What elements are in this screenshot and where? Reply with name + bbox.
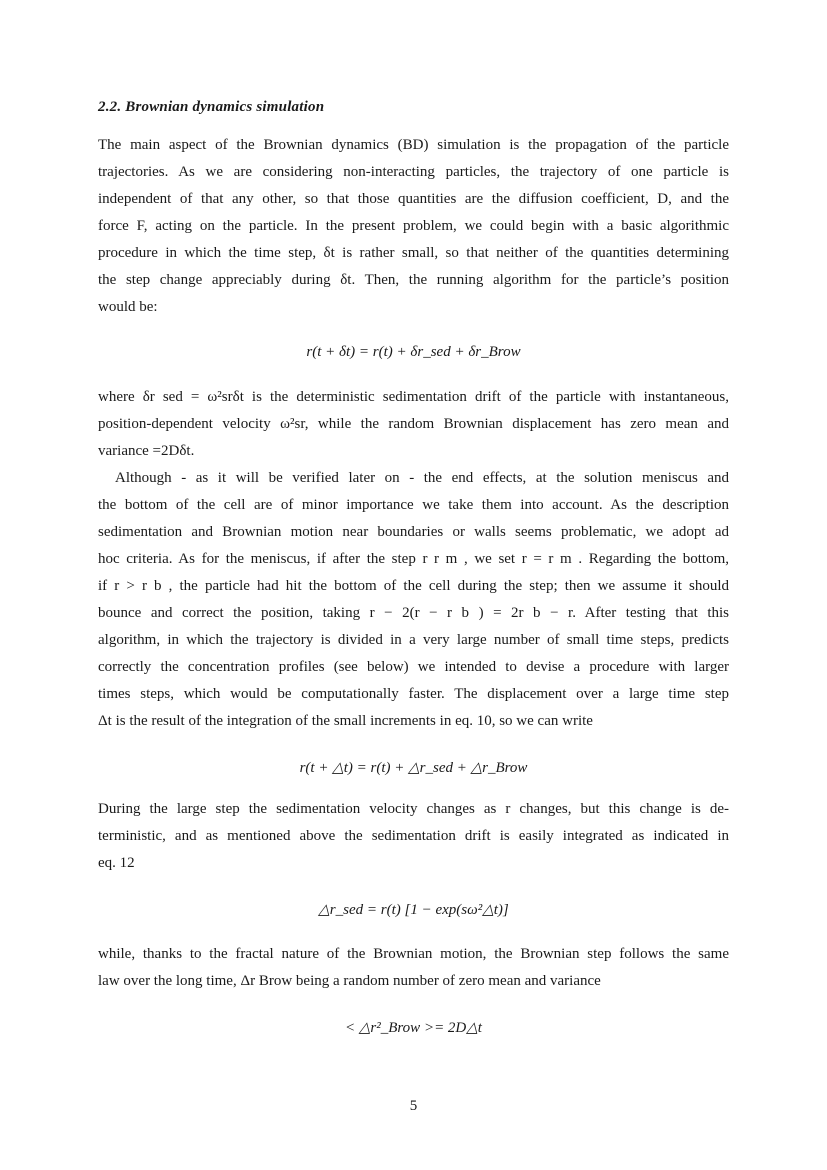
paragraph-3 — [98, 465, 729, 735]
p1-line: independent of that any other, so that those quantities are the diffusion coefficient, D, and the — [98, 191, 729, 207]
p3-line: the bottom of the cell are of minor importance we take them into account. As the description — [98, 497, 729, 513]
p3-line: bounce and correct the position, taking r − 2(r − r b ) = 2r b − r. After testing that this — [98, 605, 729, 621]
p5-line: law over the long time, Δr Brow being a random number of zero mean and variance — [98, 973, 601, 989]
p1-line: force F, acting on the particle. In the present problem, we could begin with a basic algorithmic — [98, 218, 729, 234]
equation-3: △r_sed = r(t) [1 − exp(sω²△t)] — [318, 902, 509, 918]
paragraph-4 — [98, 796, 729, 877]
equation-4: < △r²_Brow >= 2D△t — [345, 1020, 482, 1036]
p3-line: if r > r b , the particle had hit the bottom of the cell during the step; then we assume it should — [98, 578, 729, 594]
p2-line: position-dependent velocity ω²sr, while the random Brownian displacement has zero mean and — [98, 416, 729, 432]
p3-line: times steps, which would be computationally faster. The displacement over a large time step — [98, 686, 729, 702]
section-heading: 2.2. Brownian dynamics simulation — [98, 99, 325, 115]
page-number: 5 — [409, 1098, 418, 1114]
p3-line: Although - as it will be verified later on - the end effects, at the solution meniscus and — [115, 470, 729, 486]
p4-line: eq. 12 — [98, 855, 135, 871]
paragraph-5 — [98, 941, 729, 995]
p1-line: would be: — [98, 299, 158, 315]
p1-line: procedure in which the time step, δt is rather small, so that neither of the quantities determining — [98, 245, 729, 261]
paragraph-2 — [98, 384, 729, 465]
p4-line: During the large step the sedimentation velocity changes as r changes, but this change is de- — [98, 801, 729, 817]
p3-line: hoc criteria. As for the meniscus, if after the step r r m , we set r = r m . Regarding the bottom, — [98, 551, 729, 567]
p5-line: while, thanks to the fractal nature of the Brownian motion, the Brownian step follows the same — [98, 946, 729, 962]
p3-line: Δt is the result of the integration of the small increments in eq. 10, so we can write — [98, 713, 593, 729]
paragraph-1 — [98, 132, 729, 321]
equation-2: r(t + △t) = r(t) + △r_sed + △r_Brow — [299, 760, 528, 776]
p3-line: sedimentation and Brownian motion near boundaries or walls seems problematic, we adopt ad — [98, 524, 729, 540]
p1-line: The main aspect of the Brownian dynamics (BD) simulation is the propagation of the particle — [98, 137, 729, 153]
p4-line: terministic, and as mentioned above the sedimentation drift is easily integrated as indicated in — [98, 828, 729, 844]
p1-line: trajectories. As we are considering non-interacting particles, the trajectory of one particle is — [98, 164, 729, 180]
equation-1: r(t + δt) = r(t) + δr_sed + δr_Brow — [306, 344, 521, 360]
p2-line: where δr sed = ω²srδt is the deterministic sedimentation drift of the particle with instantaneous, — [98, 389, 729, 405]
p3-line: algorithm, in which the trajectory is divided in a very large number of small time steps, predicts — [98, 632, 729, 648]
p1-line: the step change appreciably during δt. Then, the running algorithm for the particle’s position — [98, 272, 729, 288]
p2-line: variance =2Dδt. — [98, 443, 195, 459]
p3-line: correctly the concentration profiles (see below) we intended to devise a procedure with larger — [98, 659, 729, 675]
